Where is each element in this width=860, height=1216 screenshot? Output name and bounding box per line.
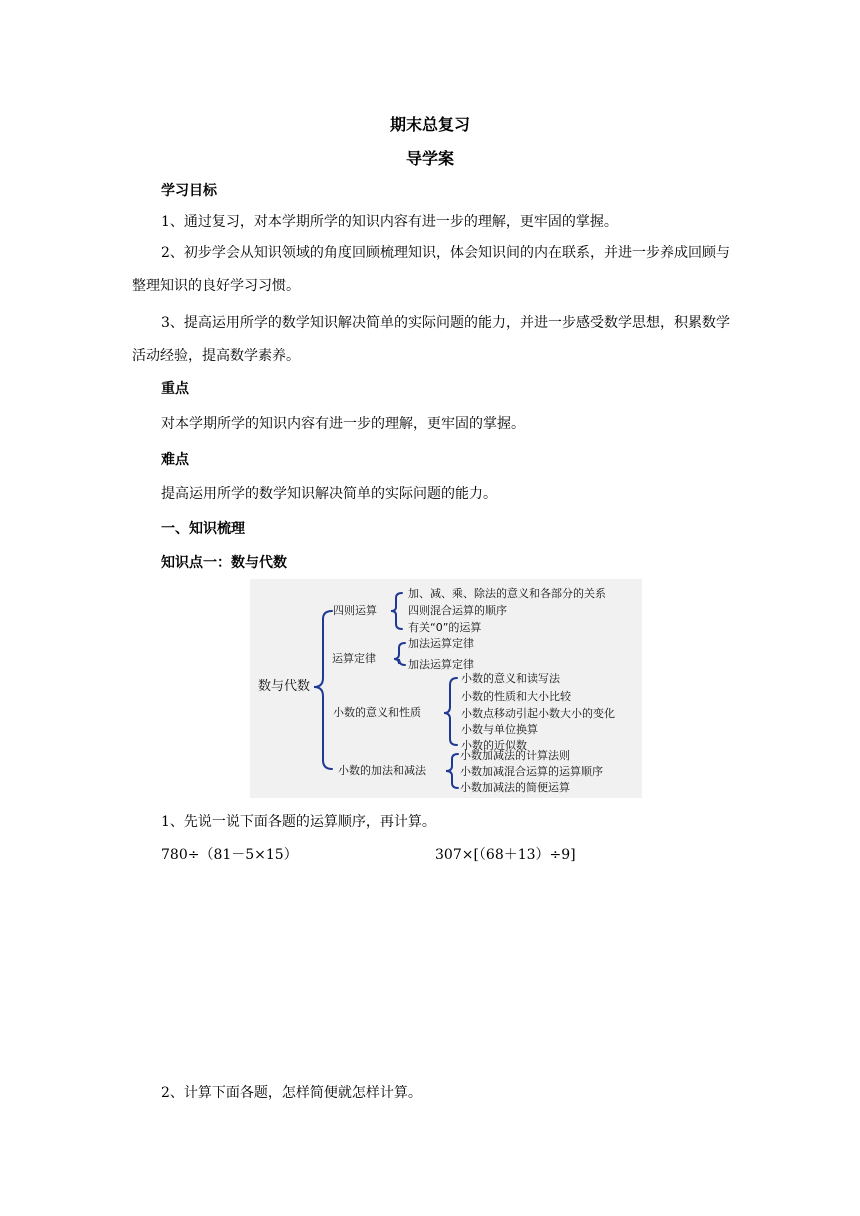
tree-leaf-label: 四则混合运算的顺序 xyxy=(408,604,507,617)
tree-root-label: 数与代数 xyxy=(258,679,311,694)
section-knowledge-heading: 一、知识梳理 xyxy=(161,521,245,537)
tree-leaf-label: 小数的性质和大小比较 xyxy=(461,690,571,703)
tree-leaf-label: 小数加减混合运算的运算顺序 xyxy=(460,765,603,778)
knowledge-point-1-heading: 知识点一：数与代数 xyxy=(161,555,287,571)
tree-leaf-label: 有关“0”的运算 xyxy=(408,621,482,634)
goals-heading: 学习目标 xyxy=(161,183,217,199)
tree-leaf-label: 小数加减法的简便运算 xyxy=(460,781,570,794)
tree-leaf-label: 小数的近似数 xyxy=(461,739,527,752)
knowledge-tree-diagram xyxy=(250,579,642,798)
tree-branch-label: 四则运算 xyxy=(333,604,377,617)
difficulty-heading: 难点 xyxy=(161,452,189,468)
expression-1: 780÷（81－5×15） xyxy=(161,847,298,863)
goal-2: 2、初步学会从知识领域的角度回顾梳理知识，体会知识间的内在联系，并进一步养成回顾与整理知识的良好学习习惯。 xyxy=(132,245,730,294)
tree-leaf-label: 小数的意义和读写法 xyxy=(461,672,560,685)
tree-branch-label: 小数的意义和性质 xyxy=(333,706,421,719)
key-point-heading: 重点 xyxy=(161,381,189,397)
tree-leaf-label: 加法运算定律 xyxy=(408,658,474,671)
tree-leaf-label: 加、减、乘、除法的意义和各部分的关系 xyxy=(408,587,606,600)
question-1-text: 1、先说一说下面各题的运算顺序，再计算。 xyxy=(161,814,436,830)
tree-leaf-label: 小数点移动引起小数大小的变化 xyxy=(461,707,615,720)
tree-leaf-label: 加法运算定律 xyxy=(408,637,474,650)
tree-leaf-label: 小数与单位换算 xyxy=(461,723,538,736)
tree-leaf-label: 小数加减法的计算法则 xyxy=(460,749,570,762)
key-point-text: 对本学期所学的知识内容有进一步的理解，更牢固的掌握。 xyxy=(161,416,525,432)
question-2-text: 2、计算下面各题，怎样简便就怎样计算。 xyxy=(161,1085,422,1101)
tree-branch-label: 小数的加法和减法 xyxy=(338,764,426,777)
document-subtitle: 导学案 xyxy=(405,149,454,168)
difficulty-text: 提高运用所学的数学知识解决简单的实际问题的能力。 xyxy=(161,486,497,502)
tree-branch-label: 运算定律 xyxy=(332,652,376,665)
goal-3: 3、提高运用所学的数学知识解决简单的实际问题的能力，并进一步感受数学思想，积累数学活动经验，提高数学素养。 xyxy=(132,315,730,364)
goal-1: 1、通过复习，对本学期所学的知识内容有进一步的理解，更牢固的掌握。 xyxy=(161,214,618,230)
expression-2: 307×[（68＋13）÷9] xyxy=(435,847,576,863)
document-title: 期末总复习 xyxy=(389,115,470,134)
